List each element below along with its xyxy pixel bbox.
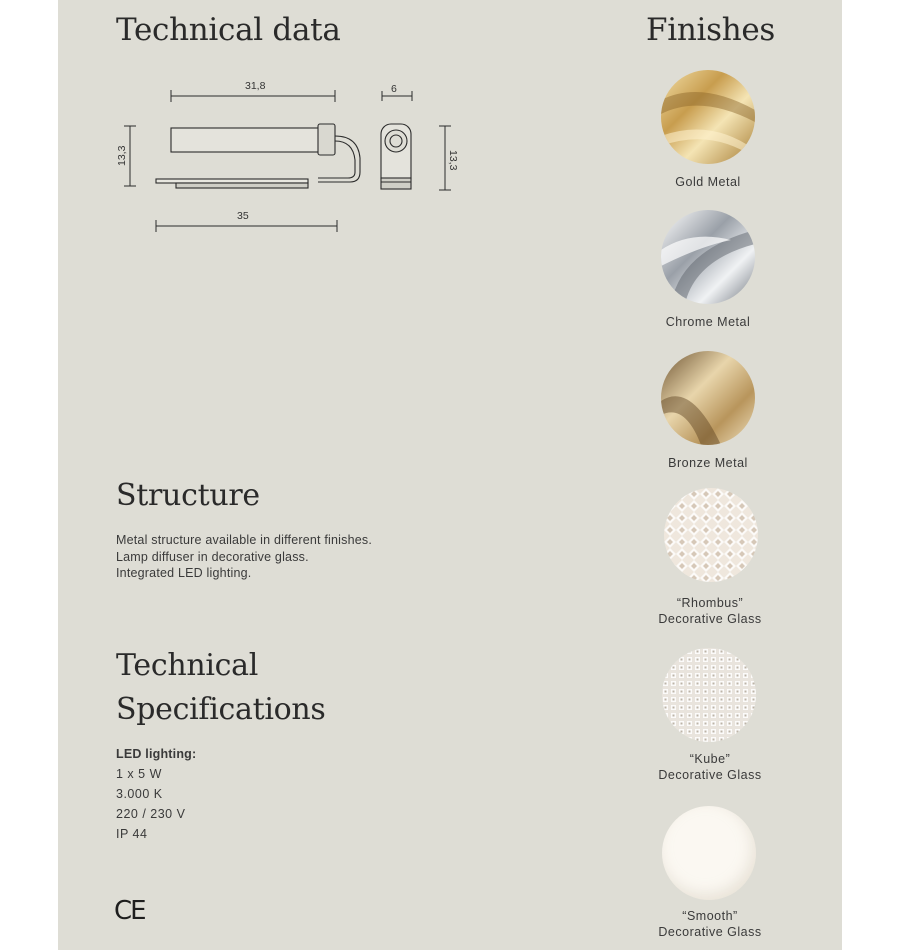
finish-label-chrome	[623, 314, 793, 330]
gold-metal-swatch	[661, 70, 755, 164]
kube-glass-swatch	[662, 648, 756, 742]
technical-drawing	[100, 70, 470, 240]
tech-spec-line2: Specifications	[116, 692, 326, 727]
finish-label-bronze	[623, 455, 793, 471]
finish-name: “Smooth”	[682, 909, 738, 923]
technical-specifications-heading	[116, 644, 416, 732]
dim-height-right: 13,3	[447, 150, 459, 171]
finish-type: Decorative Glass	[658, 768, 762, 782]
spec-line: 3.000 K	[116, 787, 163, 801]
structure-line: Lamp diffuser in decorative glass.	[116, 549, 309, 564]
finish-name: Chrome Metal	[665, 315, 751, 329]
structure-heading: Structure	[116, 478, 260, 513]
finish-name: Bronze Metal	[668, 456, 748, 470]
structure-line: Metal structure available in different finishes.	[116, 533, 373, 547]
ce-mark-icon: CE	[114, 896, 145, 926]
finish-label-gold	[623, 174, 793, 190]
finishes-heading: Finishes	[646, 12, 776, 48]
dim-bottom-width: 35	[237, 210, 249, 222]
finish-label-kube	[625, 751, 795, 783]
technical-data-heading: Technical data	[116, 12, 341, 48]
bronze-metal-swatch	[661, 351, 755, 445]
led-lighting-label: LED lighting:	[116, 747, 197, 761]
finish-label-smooth	[625, 908, 795, 940]
structure-description	[116, 532, 372, 582]
chrome-metal-swatch	[661, 210, 755, 304]
finish-label-rhombus	[625, 595, 795, 627]
tech-spec-line1: Technical	[116, 648, 259, 683]
dim-top-width: 31,8	[245, 80, 266, 92]
finish-type: Decorative Glass	[658, 612, 762, 626]
spec-line: 1 x 5 W	[116, 767, 162, 781]
finish-type: Decorative Glass	[658, 925, 762, 939]
dim-depth: 6	[391, 83, 397, 95]
finish-name: Gold Metal	[675, 175, 741, 189]
structure-line: Integrated LED lighting.	[116, 566, 252, 580]
finish-name: “Rhombus”	[676, 596, 744, 610]
led-specs	[116, 747, 196, 846]
spec-line: IP 44	[116, 827, 148, 841]
spec-line: 220 / 230 V	[116, 807, 186, 821]
dim-height-left: 13,3	[116, 145, 128, 166]
rhombus-glass-swatch	[664, 488, 758, 582]
finish-name: “Kube”	[689, 752, 731, 766]
smooth-glass-swatch	[662, 806, 756, 900]
